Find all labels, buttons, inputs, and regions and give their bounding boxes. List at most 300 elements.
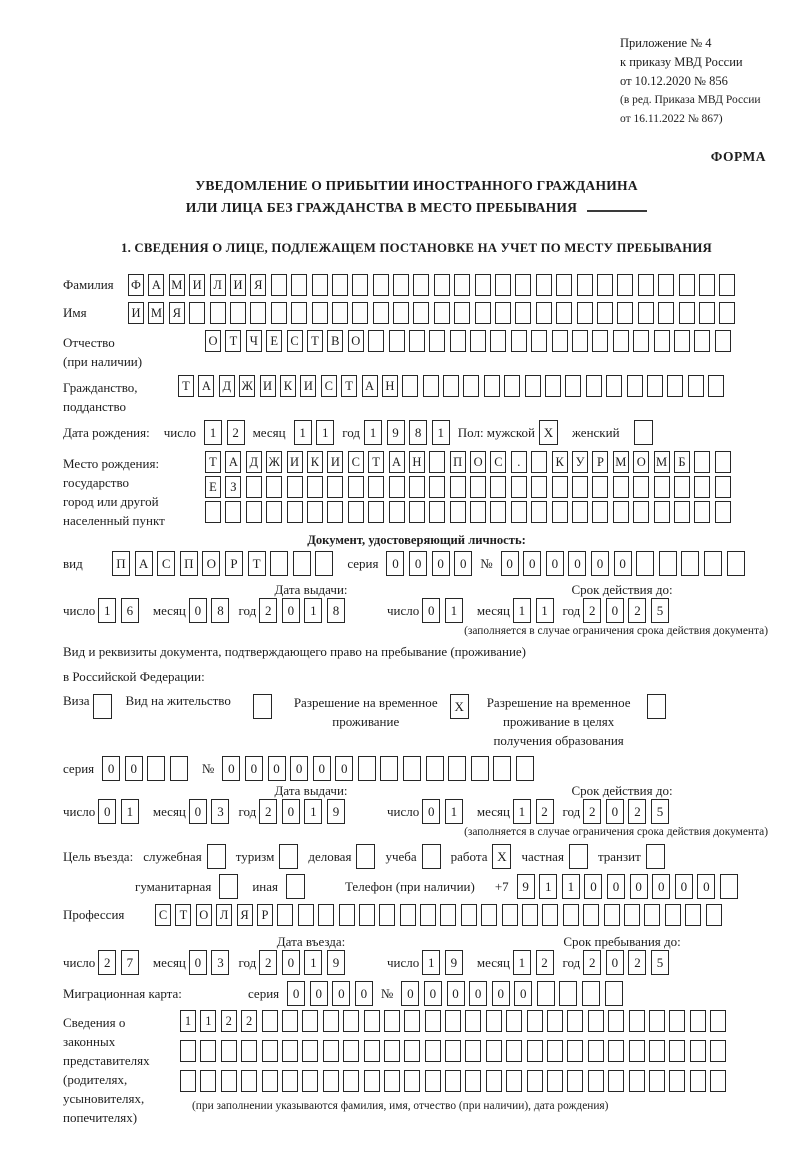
form-cell[interactable]: С: [348, 451, 364, 473]
form-cell[interactable]: 2: [583, 799, 601, 824]
form-cell[interactable]: [368, 476, 384, 498]
form-cell[interactable]: С: [155, 904, 171, 926]
form-cell[interactable]: 5: [651, 950, 669, 975]
form-cell[interactable]: [312, 302, 328, 324]
form-cell[interactable]: [588, 1010, 604, 1032]
form-cell[interactable]: Д: [246, 451, 262, 473]
form-cell[interactable]: [368, 501, 384, 523]
form-cell[interactable]: [588, 1040, 604, 1062]
form-cell[interactable]: [266, 476, 282, 498]
form-cell[interactable]: .: [511, 451, 527, 473]
form-cell[interactable]: [658, 274, 674, 296]
form-cell[interactable]: [307, 501, 323, 523]
form-cell[interactable]: [527, 1010, 543, 1032]
form-cell[interactable]: [719, 274, 735, 296]
form-cell[interactable]: 8: [409, 420, 427, 445]
form-cell[interactable]: [470, 476, 486, 498]
form-cell[interactable]: [490, 330, 506, 352]
form-cell[interactable]: [475, 274, 491, 296]
form-cell[interactable]: [425, 1010, 441, 1032]
form-cell[interactable]: [253, 694, 272, 719]
form-cell[interactable]: [271, 302, 287, 324]
form-cell[interactable]: [262, 1010, 278, 1032]
form-cell[interactable]: [440, 904, 456, 926]
form-cell[interactable]: 0: [98, 799, 116, 824]
form-cell[interactable]: [426, 756, 444, 781]
form-cell[interactable]: [221, 1040, 237, 1062]
form-cell[interactable]: [225, 501, 241, 523]
form-cell[interactable]: [425, 1040, 441, 1062]
form-cell[interactable]: 2: [98, 950, 116, 975]
form-cell[interactable]: [495, 274, 511, 296]
form-cell[interactable]: 0: [310, 981, 328, 1006]
form-cell[interactable]: А: [198, 375, 214, 397]
form-cell[interactable]: [545, 375, 561, 397]
form-cell[interactable]: [646, 844, 665, 869]
form-cell[interactable]: [389, 476, 405, 498]
form-cell[interactable]: 2: [628, 799, 646, 824]
form-cell[interactable]: И: [260, 375, 276, 397]
form-cell[interactable]: [448, 756, 466, 781]
form-cell[interactable]: [685, 904, 701, 926]
form-cell[interactable]: [282, 1070, 298, 1092]
form-cell[interactable]: 0: [675, 874, 693, 899]
form-cell[interactable]: С: [490, 451, 506, 473]
form-cell[interactable]: [486, 1070, 502, 1092]
form-cell[interactable]: [647, 694, 666, 719]
form-cell[interactable]: [434, 302, 450, 324]
form-cell[interactable]: Т: [248, 551, 266, 576]
form-cell[interactable]: 0: [245, 756, 263, 781]
form-cell[interactable]: [577, 302, 593, 324]
form-cell[interactable]: [454, 302, 470, 324]
form-cell[interactable]: [429, 330, 445, 352]
form-cell[interactable]: [302, 1010, 318, 1032]
form-cell[interactable]: [413, 274, 429, 296]
form-cell[interactable]: [556, 302, 572, 324]
form-cell[interactable]: 0: [386, 551, 404, 576]
form-cell[interactable]: 0: [313, 756, 331, 781]
form-cell[interactable]: 1: [200, 1010, 216, 1032]
form-cell[interactable]: 1: [316, 420, 334, 445]
form-cell[interactable]: [516, 756, 534, 781]
form-cell[interactable]: 1: [294, 420, 312, 445]
form-cell[interactable]: [638, 274, 654, 296]
form-cell[interactable]: [450, 476, 466, 498]
form-cell[interactable]: 0: [568, 551, 586, 576]
form-cell[interactable]: [475, 302, 491, 324]
form-cell[interactable]: 5: [651, 799, 669, 824]
form-cell[interactable]: О: [202, 551, 220, 576]
form-cell[interactable]: [654, 330, 670, 352]
form-cell[interactable]: И: [300, 375, 316, 397]
form-cell[interactable]: [536, 274, 552, 296]
form-cell[interactable]: [343, 1070, 359, 1092]
form-cell[interactable]: А: [362, 375, 378, 397]
form-cell[interactable]: [315, 551, 333, 576]
form-cell[interactable]: [674, 501, 690, 523]
form-cell[interactable]: [690, 1010, 706, 1032]
form-cell[interactable]: [710, 1010, 726, 1032]
form-cell[interactable]: [636, 551, 654, 576]
form-cell[interactable]: Я: [169, 302, 185, 324]
form-cell[interactable]: [287, 476, 303, 498]
form-cell[interactable]: [384, 1070, 400, 1092]
form-cell[interactable]: О: [633, 451, 649, 473]
form-cell[interactable]: 0: [335, 756, 353, 781]
form-cell[interactable]: [293, 551, 311, 576]
form-cell[interactable]: [364, 1010, 380, 1032]
form-cell[interactable]: [147, 756, 165, 781]
form-cell[interactable]: 2: [536, 799, 554, 824]
form-cell[interactable]: [627, 375, 643, 397]
form-cell[interactable]: М: [654, 451, 670, 473]
form-cell[interactable]: [694, 451, 710, 473]
form-cell[interactable]: С: [157, 551, 175, 576]
form-cell[interactable]: [291, 274, 307, 296]
form-cell[interactable]: [624, 904, 640, 926]
form-cell[interactable]: 2: [241, 1010, 257, 1032]
form-cell[interactable]: О: [205, 330, 221, 352]
form-cell[interactable]: [665, 904, 681, 926]
form-cell[interactable]: [542, 904, 558, 926]
form-cell[interactable]: 0: [606, 799, 624, 824]
form-cell[interactable]: Ж: [239, 375, 255, 397]
form-cell[interactable]: И: [327, 451, 343, 473]
form-cell[interactable]: [400, 904, 416, 926]
form-cell[interactable]: [413, 302, 429, 324]
form-cell[interactable]: [715, 501, 731, 523]
form-cell[interactable]: 1: [536, 598, 554, 623]
form-cell[interactable]: 0: [282, 598, 300, 623]
form-cell[interactable]: 1: [422, 950, 440, 975]
form-cell[interactable]: [409, 476, 425, 498]
form-cell[interactable]: [429, 501, 445, 523]
form-cell[interactable]: 1: [562, 874, 580, 899]
form-cell[interactable]: [262, 1070, 278, 1092]
form-cell[interactable]: [358, 756, 376, 781]
form-cell[interactable]: В: [327, 330, 343, 352]
form-cell[interactable]: Б: [674, 451, 690, 473]
form-cell[interactable]: [327, 476, 343, 498]
form-cell[interactable]: [486, 1010, 502, 1032]
form-cell[interactable]: 1: [121, 799, 139, 824]
form-cell[interactable]: [604, 904, 620, 926]
form-cell[interactable]: [669, 1070, 685, 1092]
form-cell[interactable]: [429, 451, 445, 473]
form-cell[interactable]: 0: [282, 950, 300, 975]
form-cell[interactable]: [527, 1040, 543, 1062]
form-cell[interactable]: [679, 274, 695, 296]
form-cell[interactable]: [454, 274, 470, 296]
form-cell[interactable]: Л: [210, 274, 226, 296]
form-cell[interactable]: [495, 302, 511, 324]
form-cell[interactable]: 2: [583, 950, 601, 975]
form-cell[interactable]: 0: [401, 981, 419, 1006]
form-cell[interactable]: [638, 302, 654, 324]
form-cell[interactable]: [425, 1070, 441, 1092]
form-cell[interactable]: [443, 375, 459, 397]
form-cell[interactable]: [250, 302, 266, 324]
form-cell[interactable]: А: [135, 551, 153, 576]
form-cell[interactable]: [617, 302, 633, 324]
form-cell[interactable]: 0: [355, 981, 373, 1006]
form-cell[interactable]: [706, 904, 722, 926]
form-cell[interactable]: [694, 330, 710, 352]
form-cell[interactable]: К: [280, 375, 296, 397]
form-cell[interactable]: [445, 1040, 461, 1062]
form-cell[interactable]: 2: [221, 1010, 237, 1032]
form-cell[interactable]: [323, 1010, 339, 1032]
form-cell[interactable]: 7: [121, 950, 139, 975]
form-cell[interactable]: 0: [424, 981, 442, 1006]
form-cell[interactable]: М: [148, 302, 164, 324]
form-cell[interactable]: 2: [628, 598, 646, 623]
form-cell[interactable]: Е: [266, 330, 282, 352]
form-cell[interactable]: 8: [327, 598, 345, 623]
form-cell[interactable]: [170, 756, 188, 781]
form-cell[interactable]: [286, 874, 305, 899]
form-cell[interactable]: 0: [287, 981, 305, 1006]
form-cell[interactable]: И: [189, 274, 205, 296]
form-cell[interactable]: [282, 1010, 298, 1032]
form-cell[interactable]: [271, 274, 287, 296]
form-cell[interactable]: Т: [341, 375, 357, 397]
form-cell[interactable]: [569, 844, 588, 869]
form-cell[interactable]: Н: [409, 451, 425, 473]
form-cell[interactable]: Т: [225, 330, 241, 352]
form-cell[interactable]: Р: [257, 904, 273, 926]
form-cell[interactable]: О: [348, 330, 364, 352]
form-cell[interactable]: 0: [189, 598, 207, 623]
form-cell[interactable]: [380, 756, 398, 781]
form-cell[interactable]: 1: [204, 420, 222, 445]
form-cell[interactable]: [210, 302, 226, 324]
form-cell[interactable]: [681, 551, 699, 576]
form-cell[interactable]: 1: [304, 950, 322, 975]
form-cell[interactable]: [230, 302, 246, 324]
form-cell[interactable]: О: [470, 451, 486, 473]
form-cell[interactable]: X: [539, 420, 558, 445]
form-cell[interactable]: 2: [536, 950, 554, 975]
form-cell[interactable]: 1: [304, 598, 322, 623]
form-cell[interactable]: 0: [282, 799, 300, 824]
form-cell[interactable]: [463, 375, 479, 397]
form-cell[interactable]: 0: [454, 551, 472, 576]
form-cell[interactable]: [654, 501, 670, 523]
form-cell[interactable]: 0: [290, 756, 308, 781]
form-cell[interactable]: [180, 1070, 196, 1092]
form-cell[interactable]: [200, 1040, 216, 1062]
form-cell[interactable]: [567, 1040, 583, 1062]
form-cell[interactable]: [465, 1040, 481, 1062]
form-cell[interactable]: [511, 476, 527, 498]
form-cell[interactable]: [720, 874, 738, 899]
form-cell[interactable]: [674, 330, 690, 352]
form-cell[interactable]: [592, 476, 608, 498]
form-cell[interactable]: [559, 981, 577, 1006]
form-cell[interactable]: [658, 302, 674, 324]
form-cell[interactable]: П: [180, 551, 198, 576]
form-cell[interactable]: [690, 1070, 706, 1092]
form-cell[interactable]: 2: [259, 950, 277, 975]
form-cell[interactable]: [348, 501, 364, 523]
form-cell[interactable]: [634, 420, 653, 445]
form-cell[interactable]: [352, 274, 368, 296]
form-cell[interactable]: [200, 1070, 216, 1092]
form-cell[interactable]: [699, 274, 715, 296]
form-cell[interactable]: [262, 1040, 278, 1062]
form-cell[interactable]: [219, 874, 238, 899]
form-cell[interactable]: [531, 501, 547, 523]
form-cell[interactable]: [506, 1070, 522, 1092]
form-cell[interactable]: [481, 904, 497, 926]
form-cell[interactable]: 0: [501, 551, 519, 576]
form-cell[interactable]: [659, 551, 677, 576]
form-cell[interactable]: Р: [592, 451, 608, 473]
form-cell[interactable]: 8: [211, 598, 229, 623]
form-cell[interactable]: 0: [268, 756, 286, 781]
form-cell[interactable]: 0: [409, 551, 427, 576]
form-cell[interactable]: [302, 1040, 318, 1062]
form-cell[interactable]: [189, 302, 205, 324]
form-cell[interactable]: [93, 694, 112, 719]
form-cell[interactable]: [536, 302, 552, 324]
form-cell[interactable]: [502, 904, 518, 926]
form-cell[interactable]: 0: [607, 874, 625, 899]
form-cell[interactable]: [470, 330, 486, 352]
form-cell[interactable]: С: [287, 330, 303, 352]
form-cell[interactable]: [629, 1010, 645, 1032]
form-cell[interactable]: 1: [304, 799, 322, 824]
form-cell[interactable]: О: [196, 904, 212, 926]
form-cell[interactable]: [565, 375, 581, 397]
form-cell[interactable]: [356, 844, 375, 869]
form-cell[interactable]: [694, 476, 710, 498]
form-cell[interactable]: [393, 274, 409, 296]
form-cell[interactable]: [649, 1040, 665, 1062]
form-cell[interactable]: 0: [697, 874, 715, 899]
form-cell[interactable]: [647, 375, 663, 397]
form-cell[interactable]: [547, 1010, 563, 1032]
form-cell[interactable]: [506, 1040, 522, 1062]
form-cell[interactable]: [373, 302, 389, 324]
form-cell[interactable]: [606, 375, 622, 397]
form-cell[interactable]: 0: [591, 551, 609, 576]
form-cell[interactable]: [586, 375, 602, 397]
form-cell[interactable]: [241, 1040, 257, 1062]
form-cell[interactable]: [207, 844, 226, 869]
form-cell[interactable]: [332, 274, 348, 296]
form-cell[interactable]: [279, 844, 298, 869]
form-cell[interactable]: 9: [517, 874, 535, 899]
form-cell[interactable]: У: [572, 451, 588, 473]
form-cell[interactable]: [465, 1010, 481, 1032]
form-cell[interactable]: [715, 476, 731, 498]
form-cell[interactable]: [715, 330, 731, 352]
form-cell[interactable]: 6: [121, 598, 139, 623]
form-cell[interactable]: 1: [445, 598, 463, 623]
form-cell[interactable]: [608, 1010, 624, 1032]
form-cell[interactable]: [715, 451, 731, 473]
form-cell[interactable]: [287, 501, 303, 523]
form-cell[interactable]: [597, 274, 613, 296]
form-cell[interactable]: [531, 476, 547, 498]
form-cell[interactable]: [597, 302, 613, 324]
form-cell[interactable]: [629, 1040, 645, 1062]
form-cell[interactable]: [582, 981, 600, 1006]
form-cell[interactable]: 0: [652, 874, 670, 899]
form-cell[interactable]: [708, 375, 724, 397]
form-cell[interactable]: [461, 904, 477, 926]
form-cell[interactable]: [490, 501, 506, 523]
form-cell[interactable]: [343, 1010, 359, 1032]
form-cell[interactable]: [608, 1070, 624, 1092]
form-cell[interactable]: 1: [513, 950, 531, 975]
form-cell[interactable]: [364, 1040, 380, 1062]
form-cell[interactable]: [552, 476, 568, 498]
form-cell[interactable]: 0: [422, 598, 440, 623]
form-cell[interactable]: [221, 1070, 237, 1092]
form-cell[interactable]: [592, 501, 608, 523]
form-cell[interactable]: [422, 844, 441, 869]
form-cell[interactable]: [710, 1040, 726, 1062]
form-cell[interactable]: 0: [432, 551, 450, 576]
form-cell[interactable]: 1: [432, 420, 450, 445]
form-cell[interactable]: 0: [102, 756, 120, 781]
form-cell[interactable]: 9: [387, 420, 405, 445]
form-cell[interactable]: А: [389, 451, 405, 473]
form-cell[interactable]: Т: [205, 451, 221, 473]
form-cell[interactable]: [522, 904, 538, 926]
form-cell[interactable]: [277, 904, 293, 926]
form-cell[interactable]: 1: [98, 598, 116, 623]
form-cell[interactable]: [486, 1040, 502, 1062]
form-cell[interactable]: И: [230, 274, 246, 296]
form-cell[interactable]: [547, 1040, 563, 1062]
form-cell[interactable]: [511, 501, 527, 523]
form-cell[interactable]: X: [450, 694, 469, 719]
form-cell[interactable]: 0: [422, 799, 440, 824]
form-cell[interactable]: 1: [513, 598, 531, 623]
form-cell[interactable]: 2: [583, 598, 601, 623]
form-cell[interactable]: [588, 1070, 604, 1092]
form-cell[interactable]: [563, 904, 579, 926]
form-cell[interactable]: [667, 375, 683, 397]
form-cell[interactable]: 2: [259, 598, 277, 623]
form-cell[interactable]: [704, 551, 722, 576]
form-cell[interactable]: [583, 904, 599, 926]
form-cell[interactable]: [515, 302, 531, 324]
form-cell[interactable]: 0: [614, 551, 632, 576]
form-cell[interactable]: [669, 1040, 685, 1062]
form-cell[interactable]: Ф: [128, 274, 144, 296]
form-cell[interactable]: [654, 476, 670, 498]
form-cell[interactable]: [389, 501, 405, 523]
form-cell[interactable]: 0: [630, 874, 648, 899]
form-cell[interactable]: [291, 302, 307, 324]
form-cell[interactable]: М: [613, 451, 629, 473]
form-cell[interactable]: И: [287, 451, 303, 473]
form-cell[interactable]: [515, 274, 531, 296]
form-cell[interactable]: [423, 375, 439, 397]
form-cell[interactable]: [373, 274, 389, 296]
form-cell[interactable]: [493, 756, 511, 781]
form-cell[interactable]: [613, 501, 629, 523]
form-cell[interactable]: 0: [125, 756, 143, 781]
form-cell[interactable]: 0: [606, 950, 624, 975]
form-cell[interactable]: [409, 330, 425, 352]
